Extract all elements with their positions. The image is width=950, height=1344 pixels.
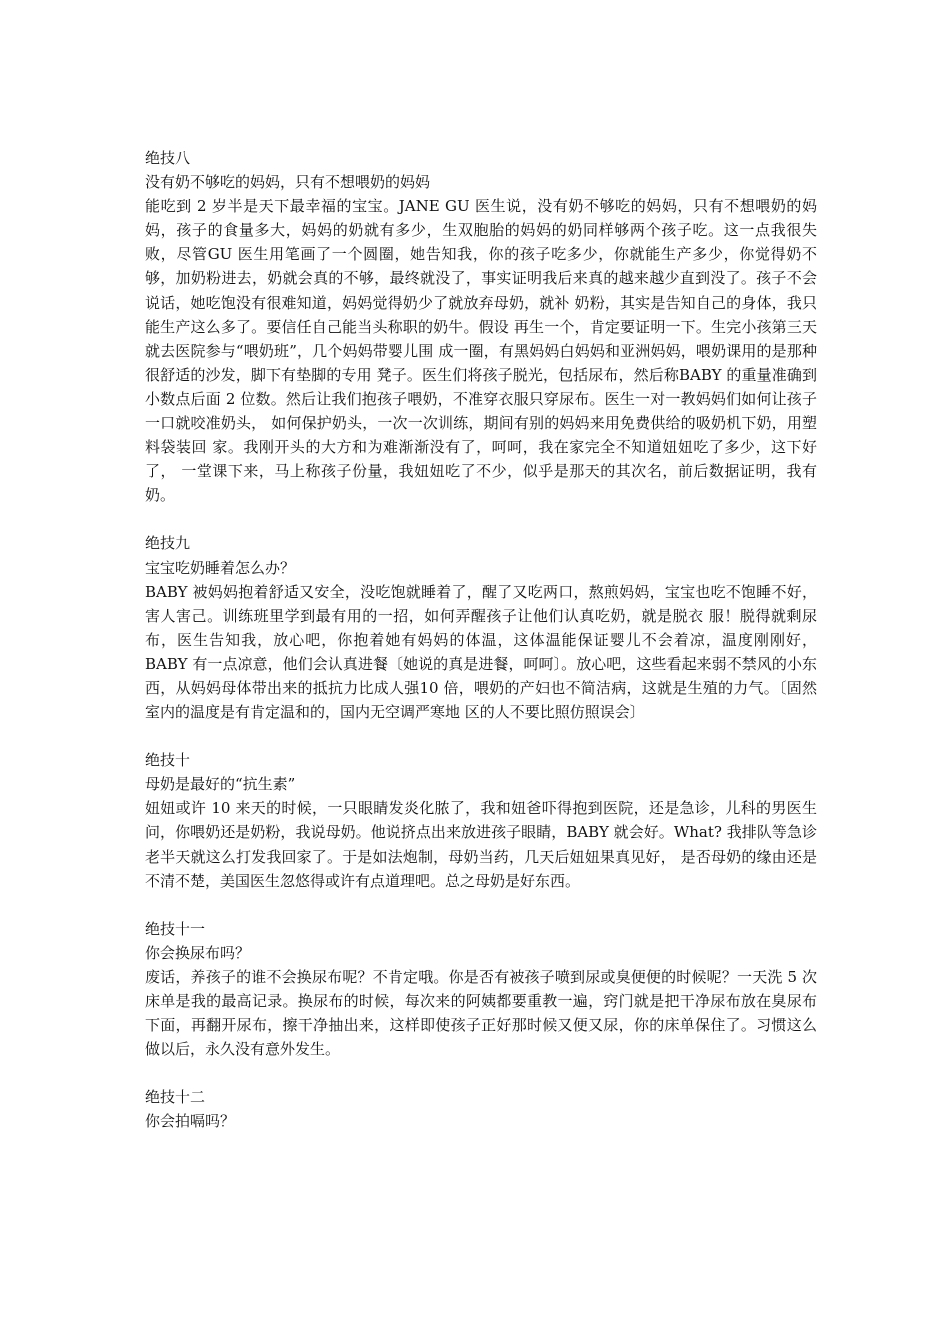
section-tip-9 bbox=[145, 531, 817, 724]
section-tip-12 bbox=[145, 1085, 817, 1133]
section-heading: 绝技十二 bbox=[145, 1088, 206, 1107]
section-body: 妞妞或许 10 来天的时候，一只眼睛发炎化脓了，我和妞爸吓得抱到医院，还是急诊，儿科的男医生问，你喂奶还是奶粉，我说母奶。他说挤点出来放进孩子眼睛，BABY 就会好。What? 我排队等急诊老半天就这么打发我回家了。于是如法炮制，母奶当药，几天后妞妞果真见好， 是否母奶的缘由还是不清不楚，美国医生忽悠得或许有点道理吧。总之母奶是好东西。 bbox=[145, 799, 817, 890]
section-heading: 绝技八 bbox=[145, 149, 191, 167]
section-heading: 绝技九 bbox=[145, 534, 191, 553]
section-heading: 绝技十 bbox=[145, 751, 191, 770]
document-page bbox=[145, 146, 817, 1157]
section-subtitle: 宝宝吃奶睡着怎么办？ bbox=[145, 558, 296, 577]
section-body: 能吃到 2 岁半是天下最幸福的宝宝。JANE GU 医生说，没有奶不够吃的妈妈，只有不想喂奶的妈妈，孩子的食量多大，妈妈的奶就有多少，生双胞胎的妈妈的奶同样够两个孩子吃。这一点我很失败，尽管GU 医生用笔画了一个圆圈，她告知我，你的孩子吃多少，你就能生产多少，你觉得奶不够，加奶粉进去，奶就会真的不够，最终就没了，事实证明我后来真的越来越少直到没了。孩子不会说话，她吃饱没有很难知道，妈妈觉得奶少了就放弃母奶，就补 奶粉，其实是告知自己的身体，我只能生产这么多了。要信任自己能当头称职的奶牛。假设 再生一个，肯定要证明一下。生完小孩第三天就去医院参与“喂奶班”，几个妈妈带婴儿围 成一圈，有黑妈妈白妈妈和亚洲妈妈，喂奶课用的是那种很舒适的沙发，脚下有垫脚的专用 凳子。医生们将孩子脱光，包括尿布，然后称BABY 的重量准确到小数点后面 2 位数。然后让我们抱孩子喂奶，不准穿衣服只穿尿布。医生一对一教妈妈们如何让孩子一口就咬准奶头， 如何保护奶头，一次一次训练，期间有别的妈妈来用免费供给的吸奶机下奶，用塑料袋装回 家。我刚开头的大方和为难渐渐没有了，呵呵，我在家完全不知道妞妞吃了多少，这下好了， 一堂课下来，马上称孩子份量，我妞妞吃了不少，似乎是那天的其次名，前后数据证明，我有奶。 bbox=[145, 197, 817, 505]
section-tip-10 bbox=[145, 748, 817, 893]
section-subtitle: 没有奶不够吃的妈妈，只有不想喂奶的妈妈 bbox=[145, 173, 431, 192]
section-body: 废话，养孩子的谁不会换尿布呢？不肯定哦。你是否有被孩子喷到尿或臭便便的时候呢？一天洗 5 次床单是我的最高记录。换尿布的时候，每次来的阿姨都要重教一遍，窍门就是把干净尿布放在臭尿布下面，再翻开尿布，擦干净抽出来，这样即使孩子正好那时候又便又尿，你的床单保住了。习惯这么做以后，永久没有意外发生。 bbox=[145, 967, 817, 1059]
section-subtitle: 母奶是最好的“抗生素” bbox=[145, 775, 296, 794]
section-tip-8 bbox=[145, 146, 817, 507]
section-heading: 绝技十一 bbox=[145, 919, 206, 938]
section-body: BABY 被妈妈抱着舒适又安全，没吃饱就睡着了，醒了又吃两口，熬煎妈妈，宝宝也吃不饱睡不好，害人害己。训练班里学到最有用的一招，如何弄醒孩子让他们认真吃奶，就是脱衣 服！脱得就剩尿布，医生告知我，放心吧，你抱着她有妈妈的体温，这体温能保证婴儿不会着凉，温度刚刚好，BABY 有一点凉意，他们会认真进餐〔她说的真是进餐，呵呵〕。放心吧，这些看起来弱不禁风的小东西，从妈妈母体带出来的抵抗力比成人强10 倍，喂奶的产妇也不简洁病，这就是生殖的力气。〔固然室内的温度是有肯定温和的，国内无空调严寒地 区的人不要比照仿照误会〕 bbox=[145, 582, 817, 722]
section-tip-11 bbox=[145, 917, 817, 1062]
section-subtitle: 你会换尿布吗？ bbox=[145, 943, 251, 962]
section-subtitle: 你会拍嗝吗？ bbox=[145, 1112, 236, 1131]
